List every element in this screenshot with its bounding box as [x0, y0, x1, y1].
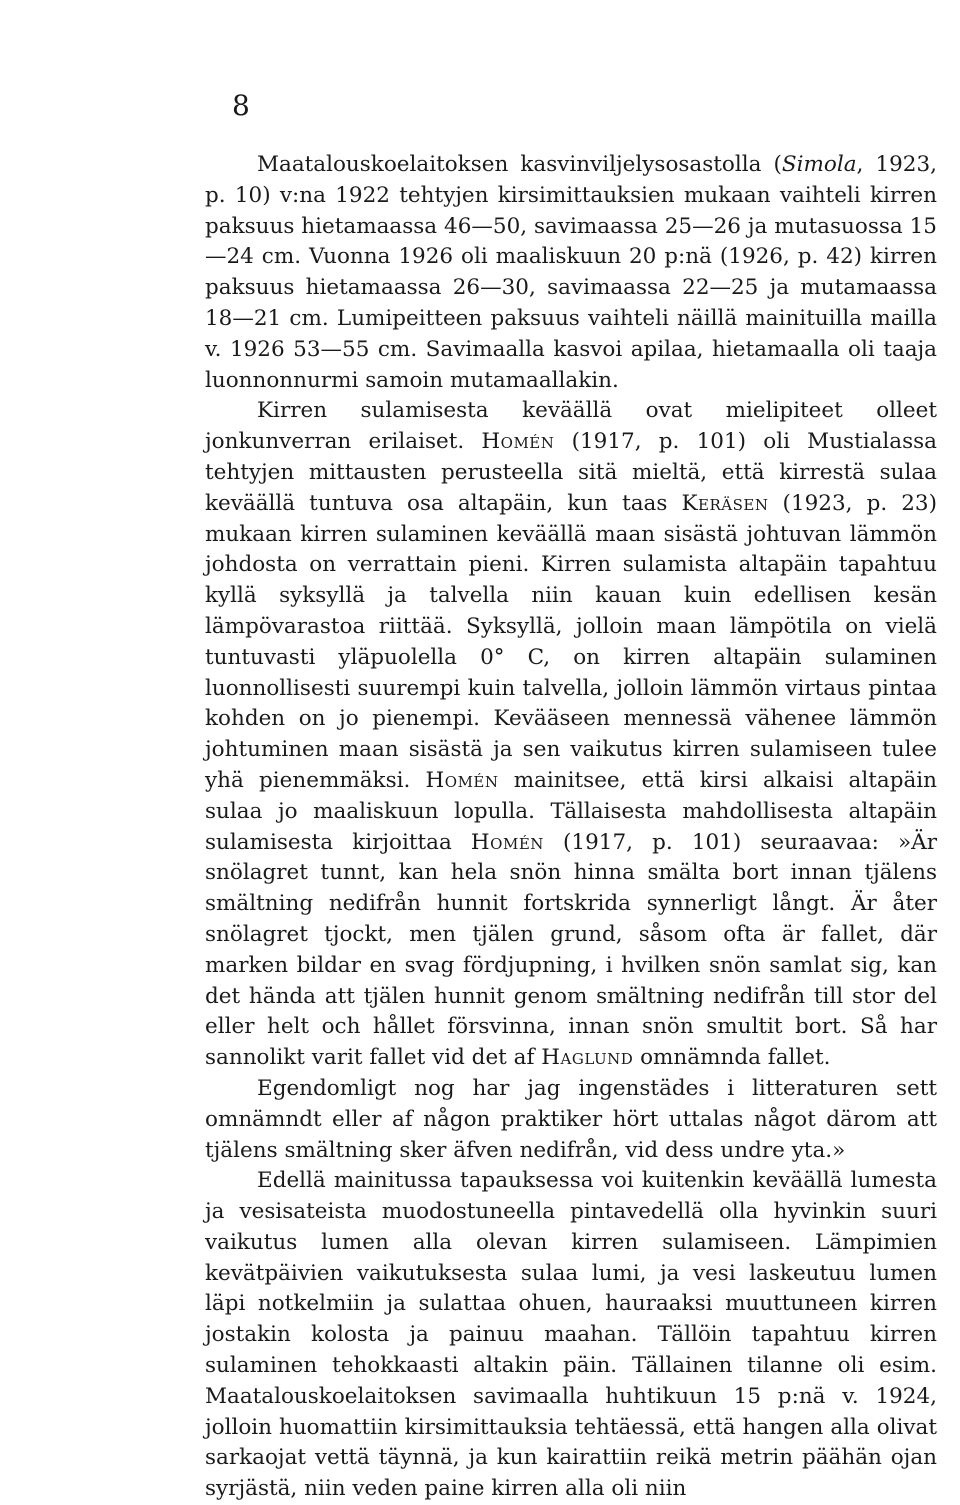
text-run: (1917, p. 101) oli Mustialassa tehtyjen mittausten perusteella sitä mieltä, että kirrestä sulaa keväällä tuntuva osa altapäin, kun taas [205, 429, 937, 516]
paragraph [205, 396, 937, 1074]
paragraph [205, 1166, 937, 1505]
author-name: Keräsen [681, 490, 769, 516]
paragraph [205, 150, 937, 396]
author-name: Homén [481, 429, 555, 455]
page-number: 8 [232, 89, 250, 122]
author-name: Homén [425, 767, 499, 793]
text-run: , 1923, p. 10) v:na 1922 tehtyjen kirsimittauksien mukaan vaihteli kirren paksuus hietamaassa 46—50, savimaassa 25—26 ja mutasuossa 15—24 cm. Vuonna 1926 oli maaliskuun 20 p:nä (1926, p. 42) kirren paksuus hietamaassa 26—30, savimaassa 22—25 ja mutamaassa 18—21 cm. Lumipeitteen paksuus vaihteli näillä mainituilla mailla v. 1926 53—55 cm. Savimaalla kasvoi apilaa, hietamaalla oli taaja luonnonnurmi samoin mutamaallakin. [205, 152, 937, 393]
author-name: Homén [470, 829, 544, 855]
text-run: omnämnda fallet. [633, 1045, 831, 1071]
text-run: Egendomligt nog har jag ingenstädes i litteraturen sett omnämndt eller af någon praktiker hört uttalas något därom att tjälens smältning sker äfven nedifrån, vid dess undre yta.» [205, 1075, 937, 1163]
text-run: Edellä mainitussa tapauksessa voi kuitenkin keväällä lumesta ja vesisateista muodostuneella pintavedellä olla hyvinkin suuri vaikutus lumen alla olevan kirren sulamiseen. Lämpimien kevätpäivien vaikutuksesta sulaa lumi, ja vesi laskeutuu lumen läpi notkelmiin ja sulattaa ohuen, hauraaksi muuttuneen kirren jostakin kolosta ja painuu maahan. Tällöin tapahtuu kirren sulaminen tehokkaasti altakin päin. Tällainen tilanne oli esim. Maatalouskoelaitoksen savimaalla huhtikuun 15 p:nä v. 1924, jolloin huomattiin kirsimittauksia tehtäessä, että hangen alla olivat sarkaojat vettä täynnä, ja kun kairattiin reikä metrin päähän ojan syrjästä, niin veden paine kirren alla oli niin [205, 1168, 937, 1502]
text-run: (1923, p. 23) mukaan kirren sulaminen keväällä maan sisästä johtuvan lämmön johdosta on verrattain pieni. Kirren sulamista altapäin tapahtuu kyllä syksyllä ja talvella niin kauan kuin edellisen kesän lämpövarastoa riittää. Syksyllä, jolloin maan lämpötila on vielä tuntuvasti yläpuolella 0° C, on kirren altapäin sulaminen luonnollisesti suurempi kuin talvella, jolloin lämmön virtaus pintaa kohden on jo pienempi. Kevääseen mennessä vähenee lämmön johtuminen maan sisästä ja sen vaikutus kirren sulamiseen tulee yhä pienemmäksi. [205, 490, 937, 793]
text-run: Maatalouskoelaitoksen kasvinviljelysosastolla ( [257, 152, 782, 177]
body-text [205, 150, 937, 1505]
author-citation: Simola [781, 152, 857, 177]
text-run: mainitsee, että kirsi alkaisi altapäin sulaa jo maaliskuun lopulla. Tällaisesta mahdollisesta altapäin sulamisesta kirjoittaa [205, 767, 937, 855]
author-name: Haglund [541, 1045, 634, 1071]
paragraph [205, 1074, 937, 1166]
text-run: Kirren sulamisesta keväällä ovat mielipiteet olleet jonkunverran erilaiset. [205, 398, 937, 455]
text-run: (1917, p. 101) seuraavaa: »Är snölagret tunnt, kan hela snön hinna smälta bort innan tjälens smältning nedifrån hunnit fortskrida synnerligt långt. Är åter snölagret tjockt, men tjälen grund, såsom ofta är fallet, där marken bildar en svag fördjupning, i hvilken snön samlat sig, kan det hända att tjälen hunnit genom smältning nedifrån till stor del eller helt och hållet försvinna, innan snön smultit bort. Så har sannolikt varit fallet vid det af [205, 829, 937, 1071]
